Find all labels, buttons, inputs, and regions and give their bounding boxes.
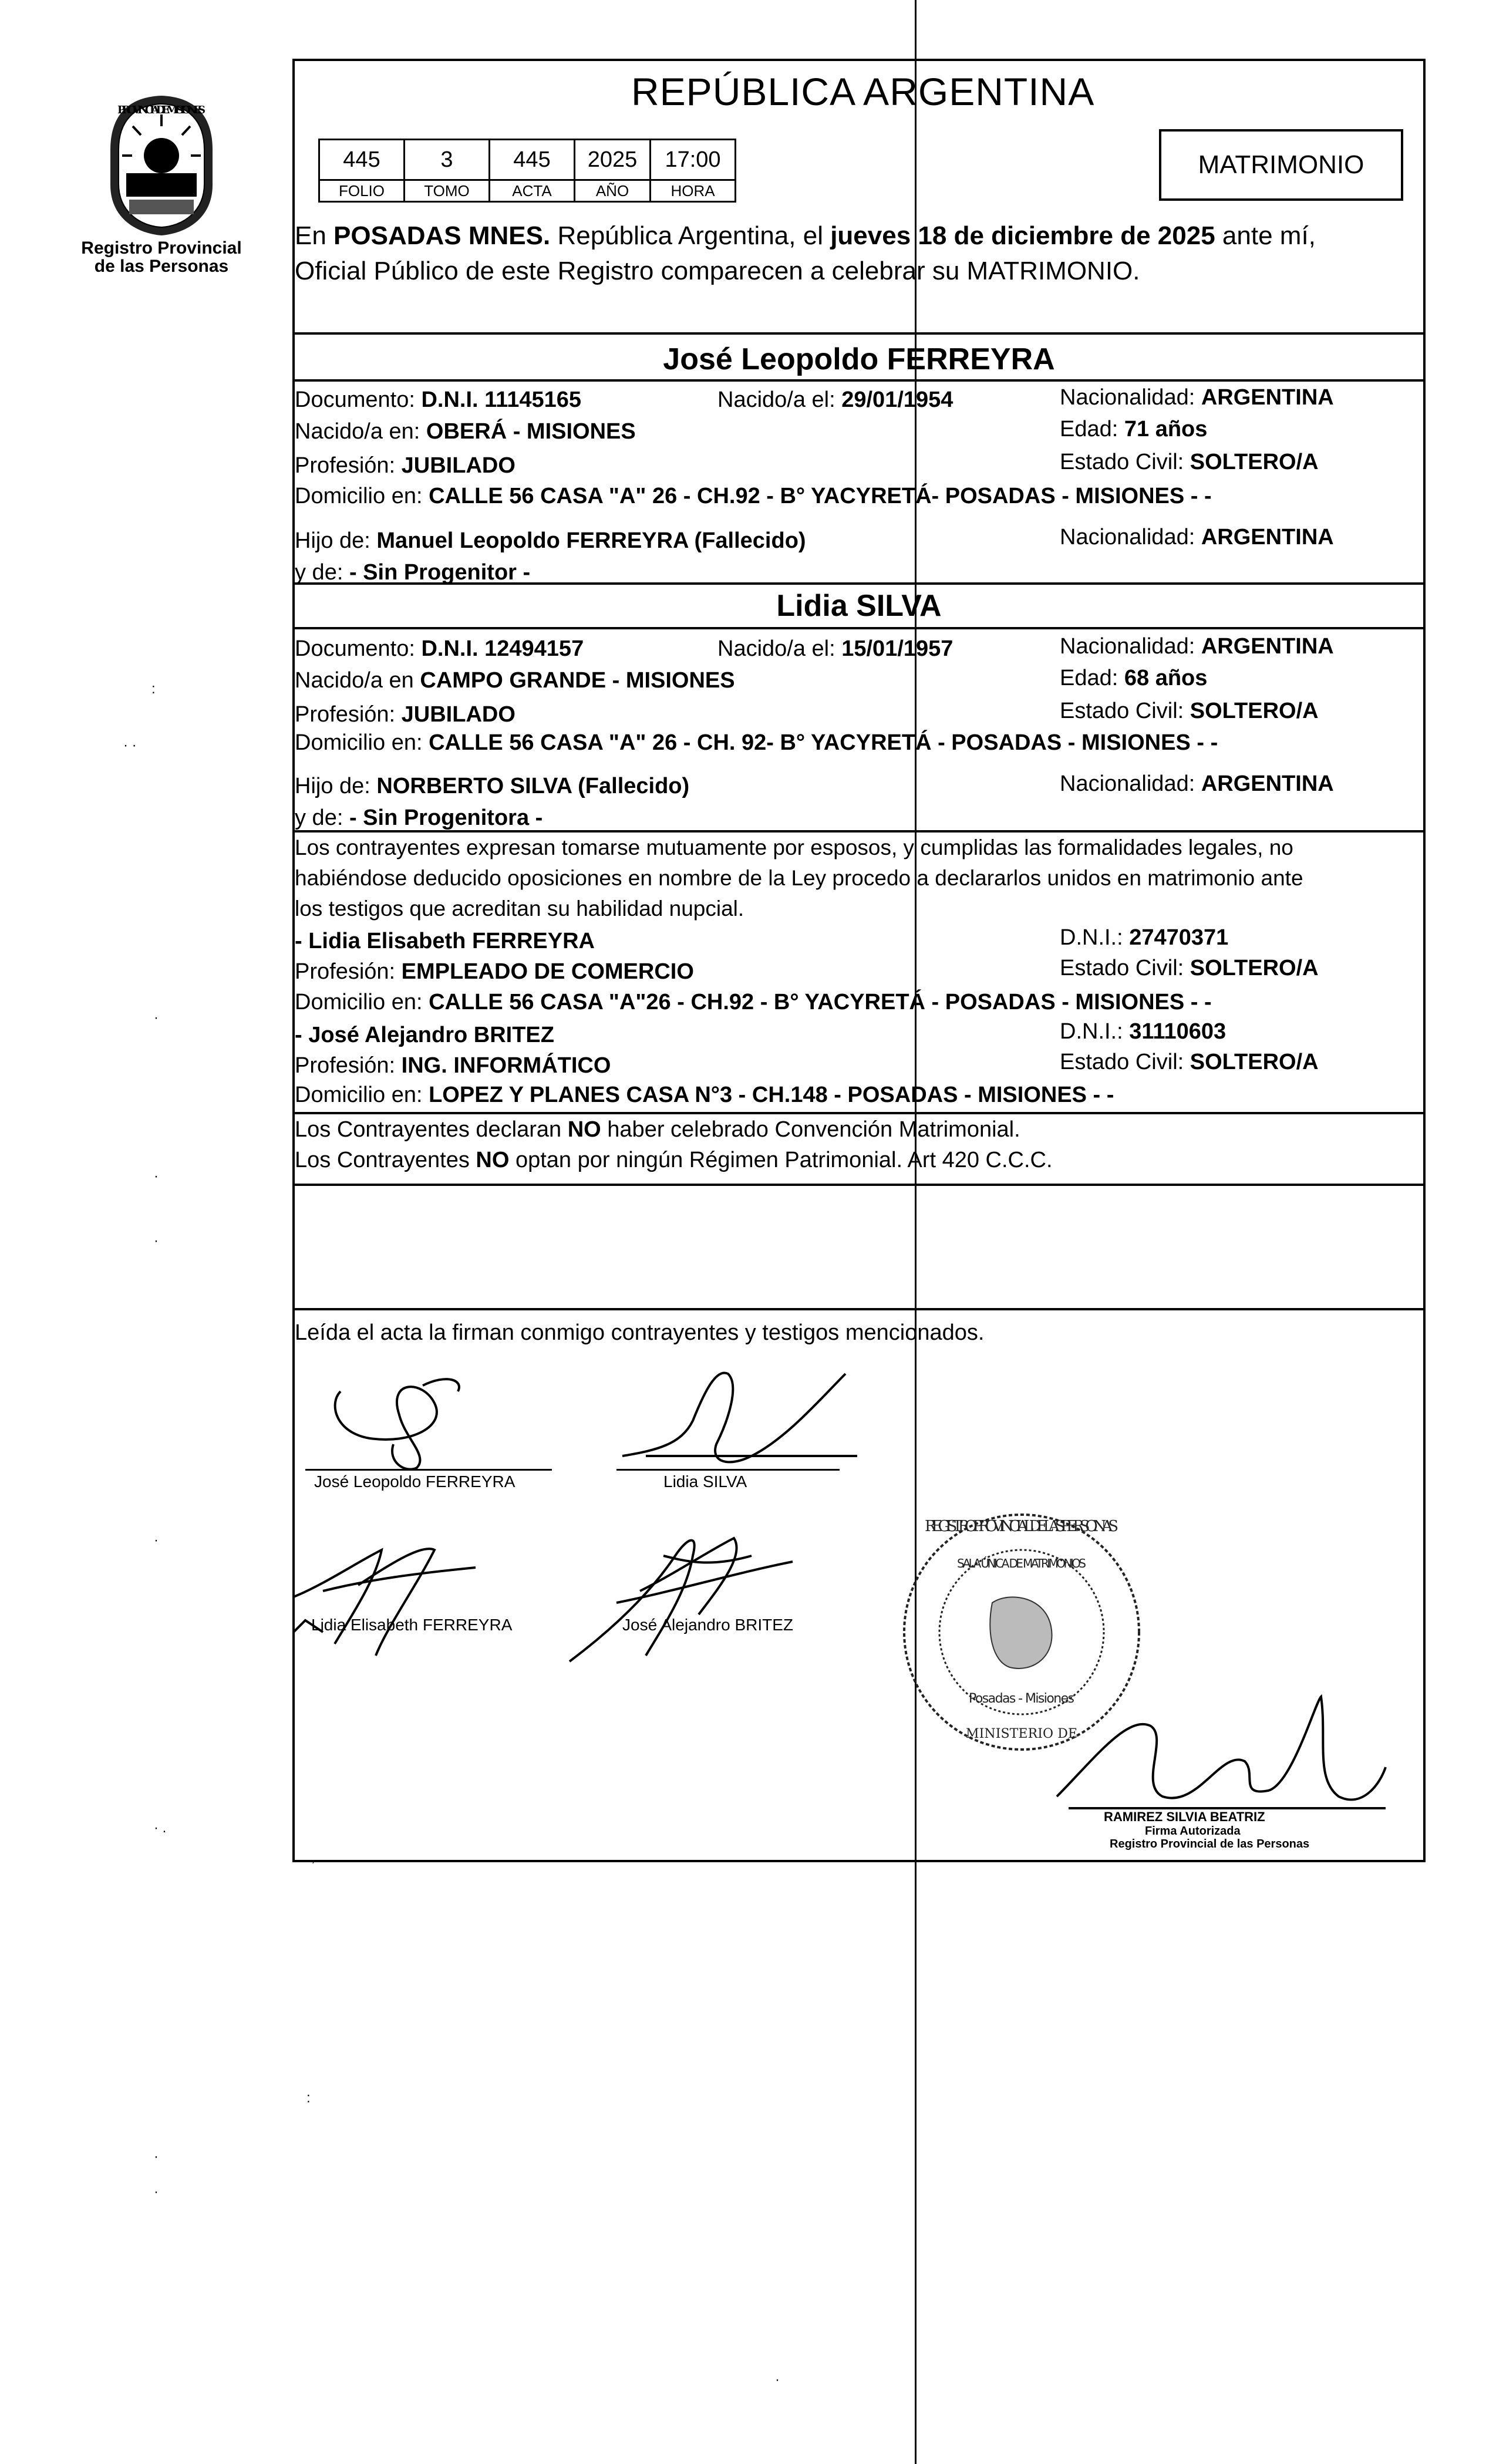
official-org: Registro Provincial de las Personas xyxy=(1110,1838,1310,1850)
groom-documento: Documento: D.N.I. 11145165 xyxy=(295,387,582,412)
declaration: Los contrayentes expresan tomarse mutuamente por esposos, y cumplidas las formalidades legales, no habiéndose deducido oposiciones en nombre de la Ley procedo a declararlos unidos en matrimonio ante los testigos que acreditan su habilidad nupcial. xyxy=(295,835,1303,921)
bride-civil-status: Estado Civil: SOLTERO/A xyxy=(1060,699,1319,723)
groom-parent1: Hijo de: Manuel Leopoldo FERREYRA (Fallecido) xyxy=(295,528,806,553)
tomo-value: 3 xyxy=(405,140,490,180)
bride-age: Edad: 68 años xyxy=(1060,666,1208,690)
svg-text:MINISTERIO DE: MINISTERIO DE xyxy=(966,1727,1077,1741)
bride-profession: Profesión: JUBILADO xyxy=(295,702,515,727)
year-value: 2025 xyxy=(575,140,651,180)
scan-mark: · . xyxy=(154,1820,167,1836)
witness1-civil-status: Estado Civil: SOLTERO/A xyxy=(1060,956,1319,980)
witness2-address: Domicilio en: LOPEZ Y PLANES CASA N°3 - CH.148 - POSADAS - MISIONES - - xyxy=(295,1083,1114,1107)
folio-table xyxy=(318,139,736,203)
scan-mark: · xyxy=(154,1532,159,1548)
intro-paragraph: En POSADAS MNES. República Argentina, el jueves 18 de diciembre de 2025 ante mí, Oficial Público de este Registro comparecen a celebrar su MATRIMONIO. xyxy=(295,221,1316,285)
svg-text:Posadas - Misiones: Posadas - Misiones xyxy=(969,1691,1074,1706)
svg-text:SALA ÚNICA DE MATRIMONIOS: SALA ÚNICA DE MATRIMONIOS xyxy=(957,1556,1086,1570)
witness1-signature-icon xyxy=(288,1526,523,1667)
document-title: REPÚBLICA ARGENTINA xyxy=(631,70,1095,113)
groom-parent-nationality: Nacionalidad: ARGENTINA xyxy=(1060,525,1334,550)
scan-mark: · xyxy=(154,1010,159,1026)
document-type-box: MATRIMONIO xyxy=(1159,129,1403,201)
witness2-name: - José Alejandro BRITEZ xyxy=(295,1023,554,1047)
bride-birthdate: Nacido/a el: 15/01/1957 xyxy=(717,636,953,661)
city: POSADAS MNES. xyxy=(333,221,551,250)
folio-label: FOLIO xyxy=(319,180,405,202)
logo-caption-line2: de las Personas xyxy=(94,257,229,276)
folio-value: 445 xyxy=(319,140,405,180)
scan-mark: : xyxy=(306,2090,311,2106)
witness2-civil-status: Estado Civil: SOLTERO/A xyxy=(1060,1050,1319,1074)
groom-name: José Leopoldo FERREYRA xyxy=(663,342,1055,376)
scan-mark: · xyxy=(775,2372,780,2388)
groom-signature-icon xyxy=(317,1356,564,1479)
groom-signature-label: José Leopoldo FERREYRA xyxy=(314,1472,515,1491)
scan-mark: · xyxy=(154,1233,159,1249)
bride-birthplace: Nacido/a en CAMPO GRANDE - MISIONES xyxy=(295,668,735,693)
bride-name: Lidia SILVA xyxy=(776,589,942,623)
bride-documento: Documento: D.N.I. 12494157 xyxy=(295,636,584,661)
hour-label: HORA xyxy=(651,180,736,202)
hour-value: 17:00 xyxy=(651,140,736,180)
bride-signature-label: Lidia SILVA xyxy=(663,1472,747,1491)
official-name: RAMIREZ SILVIA BEATRIZ xyxy=(1104,1809,1265,1824)
acta-value: 445 xyxy=(490,140,575,180)
groom-address: Domicilio en: CALLE 56 CASA "A" 26 - CH.92 - B° YACYRETÁ- POSADAS - MISIONES - - xyxy=(295,484,1212,508)
bride-parent2: y de: - Sin Progenitora - xyxy=(295,805,543,830)
bride-parent-nationality: Nacionalidad: ARGENTINA xyxy=(1060,771,1334,796)
bride-parent1: Hijo de: NORBERTO SILVA (Fallecido) xyxy=(295,774,690,798)
tomo-label: TOMO xyxy=(405,180,490,202)
groom-birthdate: Nacido/a el: 29/01/1954 xyxy=(717,387,953,412)
scan-mark: : xyxy=(151,681,156,697)
witness1-name: - Lidia Elisabeth FERREYRA xyxy=(295,929,595,953)
closing-statement: Leída el acta la firman conmigo contrayentes y testigos mencionados. xyxy=(295,1320,985,1345)
witness1-profession: Profesión: EMPLEADO DE COMERCIO xyxy=(295,959,694,984)
groom-age: Edad: 71 años xyxy=(1060,417,1208,441)
scan-mark: , xyxy=(311,1849,315,1865)
scan-mark: · xyxy=(154,2149,159,2165)
witness2-dni: D.N.I.: 31110603 xyxy=(1060,1019,1227,1044)
groom-birthplace: Nacido/a en: OBERÁ - MISIONES xyxy=(295,419,636,444)
witness1-signature-label: Lidia Elisabeth FERREYRA xyxy=(311,1616,513,1634)
ceremony-date: jueves 18 de diciembre de 2025 xyxy=(830,221,1215,250)
regime-statements: Los Contrayentes declaran NO haber celebrado Convención Matrimonial. Los Contrayentes NO optan por ningún Régimen Patrimonial. Art 420 C.C.C. xyxy=(295,1117,1053,1172)
acta-label: ACTA xyxy=(490,180,575,202)
logo-caption-line1: Registro Provincial xyxy=(81,238,242,258)
scan-mark: · xyxy=(154,1168,159,1184)
witness1-dni: D.N.I.: 27470371 xyxy=(1060,925,1229,950)
bride-address: Domicilio en: CALLE 56 CASA "A" 26 - CH. 92- B° YACYRETÁ - POSADAS - MISIONES - - xyxy=(295,730,1218,755)
svg-text:REGISTRO PROVINCIAL DE LAS PER: REGISTRO PROVINCIAL DE LAS PERSONAS xyxy=(925,1518,1118,1535)
official-role: Firma Autorizada xyxy=(1145,1825,1241,1838)
witness1-address: Domicilio en: CALLE 56 CASA "A"26 - CH.92 - B° YACYRETÁ - POSADAS - MISIONES - - xyxy=(295,990,1212,1014)
province-seal-icon xyxy=(106,91,217,238)
witness2-signature-label: José Alejandro BRITEZ xyxy=(622,1616,794,1634)
groom-nationality: Nacionalidad: ARGENTINA xyxy=(1060,385,1334,410)
witness2-signature-icon xyxy=(558,1521,816,1673)
groom-parent2: y de: - Sin Progenitor - xyxy=(295,560,531,585)
bride-signature-icon xyxy=(611,1350,869,1479)
groom-civil-status: Estado Civil: SOLTERO/A xyxy=(1060,450,1319,474)
registry-logo xyxy=(73,91,250,275)
bride-nationality: Nacionalidad: ARGENTINA xyxy=(1060,634,1334,659)
scan-mark: · · xyxy=(123,737,137,753)
year-label: AÑO xyxy=(575,180,651,202)
groom-profession: Profesión: JUBILADO xyxy=(295,453,515,478)
svg-text:PROVINCIA DE MISIONES: PROVINCIA DE MISIONES xyxy=(117,104,205,116)
scan-mark: · xyxy=(154,2184,159,2200)
witness2-profession: Profesión: ING. INFORMÁTICO xyxy=(295,1053,611,1078)
